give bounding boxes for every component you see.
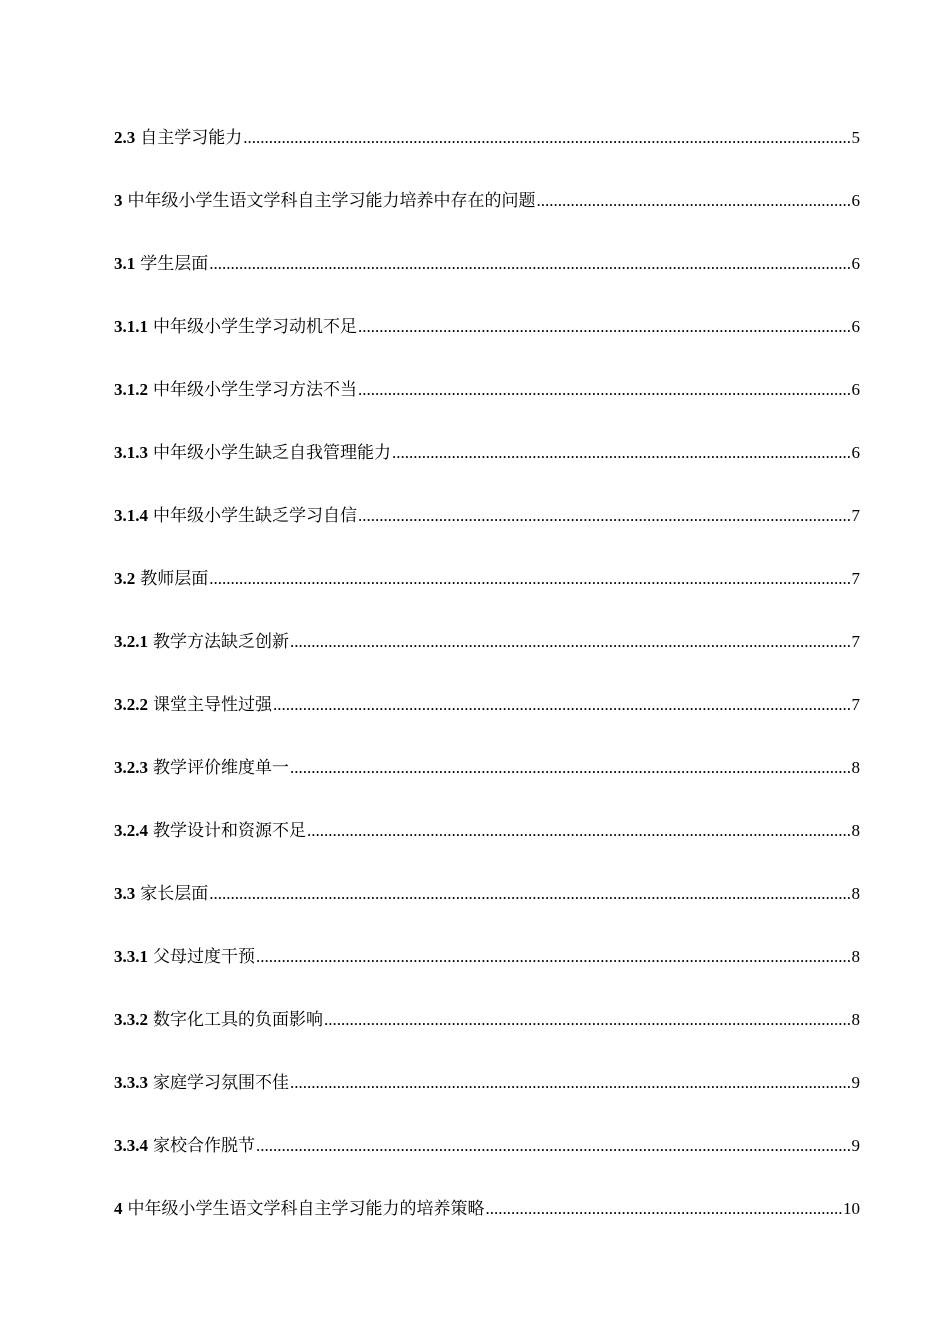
toc-entry-number: 4	[114, 1199, 123, 1218]
toc-entry[interactable]	[114, 945, 860, 1008]
toc-dot-leader	[209, 567, 850, 591]
toc-entry-title: 家校合作脱节	[153, 1136, 255, 1156]
toc-entry-number: 3.2.3	[114, 758, 148, 777]
toc-entry-page: 9	[851, 1136, 860, 1155]
toc-entry[interactable]	[114, 882, 860, 945]
toc-dot-leader	[243, 126, 850, 150]
toc-entry-title: 数字化工具的负面影响	[153, 1010, 323, 1030]
toc-entry[interactable]	[114, 1134, 860, 1197]
toc-entry-page: 7	[851, 695, 860, 714]
toc-entry-title: 中年级小学生学习方法不当	[153, 380, 357, 400]
toc-dot-leader	[358, 378, 851, 402]
toc-entry-title: 教学方法缺乏创新	[153, 632, 289, 652]
toc-entry-title: 中年级小学生学习动机不足	[153, 317, 357, 337]
toc-entry-page: 6	[851, 317, 860, 336]
toc-entry[interactable]	[114, 126, 860, 189]
toc-entry[interactable]	[114, 252, 860, 315]
toc-dot-leader	[324, 1008, 851, 1032]
toc-entry[interactable]	[114, 189, 860, 252]
toc-dot-leader	[209, 252, 850, 276]
toc-entry-number: 3.3.2	[114, 1010, 148, 1029]
toc-entry[interactable]	[114, 1008, 860, 1071]
toc-entry-page: 6	[851, 254, 860, 273]
toc-entry-page: 5	[851, 128, 860, 147]
toc-entry-page: 7	[851, 569, 860, 588]
table-of-contents	[114, 126, 860, 1260]
toc-entry-title: 父母过度干预	[153, 947, 255, 967]
toc-dot-leader	[307, 819, 851, 843]
toc-entry-title: 教师层面	[140, 569, 209, 589]
toc-dot-leader	[256, 945, 851, 969]
toc-dot-leader	[290, 756, 851, 780]
toc-entry-page: 6	[851, 191, 860, 210]
toc-entry[interactable]	[114, 756, 860, 819]
toc-dot-leader	[358, 504, 851, 528]
toc-dot-leader	[358, 315, 851, 339]
toc-entry[interactable]	[114, 504, 860, 567]
toc-dot-leader	[209, 882, 850, 906]
toc-entry-page: 6	[851, 443, 860, 462]
toc-entry[interactable]	[114, 441, 860, 504]
toc-entry-title: 家庭学习氛围不佳	[153, 1073, 289, 1093]
toc-entry[interactable]	[114, 693, 860, 756]
toc-dot-leader	[256, 1134, 851, 1158]
toc-entry-page: 8	[851, 821, 860, 840]
toc-entry-number: 3.2.1	[114, 632, 148, 651]
toc-entry[interactable]	[114, 315, 860, 378]
toc-dot-leader	[392, 441, 851, 465]
toc-entry-page: 8	[851, 1010, 860, 1029]
toc-entry-number: 3.1.3	[114, 443, 148, 462]
toc-entry[interactable]	[114, 567, 860, 630]
toc-entry-page: 9	[851, 1073, 860, 1092]
toc-entry-number: 3.3.3	[114, 1073, 148, 1092]
toc-entry-number: 3.3.4	[114, 1136, 148, 1155]
toc-entry-title: 课堂主导性过强	[153, 695, 272, 715]
toc-entry[interactable]	[114, 1197, 860, 1260]
toc-entry-page: 8	[851, 884, 860, 903]
toc-entry-page: 7	[851, 632, 860, 651]
toc-entry-number: 3.2.2	[114, 695, 148, 714]
toc-entry-number: 3.1.4	[114, 506, 148, 525]
toc-entry-page: 6	[851, 380, 860, 399]
toc-dot-leader	[486, 1197, 843, 1221]
toc-entry-number: 3	[114, 191, 123, 210]
toc-entry-title: 教学设计和资源不足	[153, 821, 306, 841]
toc-entry-page: 7	[851, 506, 860, 525]
toc-entry[interactable]	[114, 630, 860, 693]
toc-entry-title: 中年级小学生语文学科自主学习能力的培养策略	[127, 1199, 485, 1219]
toc-entry-number: 3.3.1	[114, 947, 148, 966]
toc-entry-title: 中年级小学生缺乏学习自信	[153, 506, 357, 526]
toc-entry-number: 3.3	[114, 884, 136, 903]
toc-entry-title: 家长层面	[140, 884, 209, 904]
toc-dot-leader	[273, 693, 851, 717]
toc-entry-page: 8	[851, 947, 860, 966]
toc-entry-number: 2.3	[114, 128, 136, 147]
toc-entry-number: 3.1.2	[114, 380, 148, 399]
toc-entry-title: 中年级小学生缺乏自我管理能力	[153, 443, 391, 463]
toc-entry-title: 中年级小学生语文学科自主学习能力培养中存在的问题	[127, 191, 536, 211]
toc-entry[interactable]	[114, 819, 860, 882]
toc-entry-number: 3.1	[114, 254, 136, 273]
toc-entry[interactable]	[114, 1071, 860, 1134]
toc-entry[interactable]	[114, 378, 860, 441]
toc-dot-leader	[537, 189, 851, 213]
toc-entry-number: 3.1.1	[114, 317, 148, 336]
toc-entry-title: 自主学习能力	[140, 128, 243, 148]
toc-entry-number: 3.2	[114, 569, 136, 588]
toc-dot-leader	[290, 1071, 851, 1095]
toc-dot-leader	[290, 630, 851, 654]
toc-entry-page: 8	[851, 758, 860, 777]
toc-entry-number: 3.2.4	[114, 821, 148, 840]
toc-entry-title: 学生层面	[140, 254, 209, 274]
toc-entry-title: 教学评价维度单一	[153, 758, 289, 778]
toc-entry-page: 10	[843, 1199, 860, 1218]
